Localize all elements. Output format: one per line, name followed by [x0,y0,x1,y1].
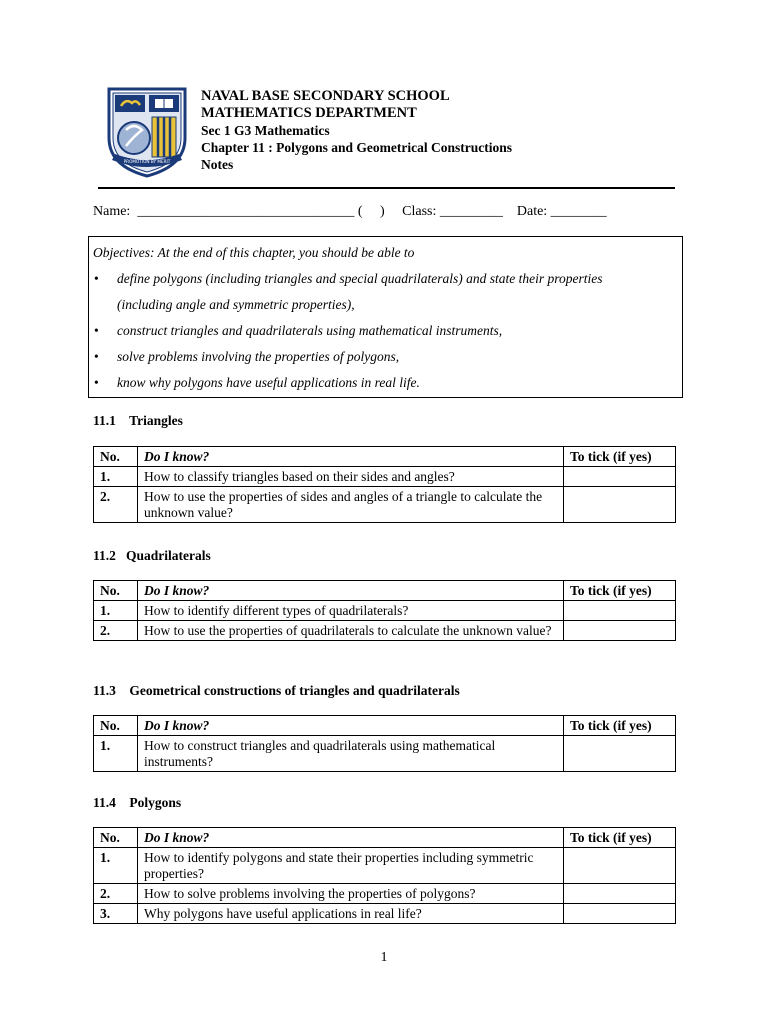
row-question: How to classify triangles based on their sides and angles? [138,467,564,487]
header-no: No. [94,581,138,601]
row-number: 1. [94,467,138,487]
row-number: 3. [94,904,138,924]
tick-cell[interactable] [564,736,676,772]
section-heading: 11.4 Polygons [93,795,182,810]
row-question: How to solve problems involving the properties of polygons? [138,884,564,904]
checklist-table [93,715,676,772]
header-no: No. [94,716,138,736]
header-question: Do I know? [138,581,564,601]
school-name: NAVAL BASE SECONDARY SCHOOL [201,88,450,104]
bullet-icon: • [94,349,99,364]
row-number: 1. [94,736,138,772]
row-number: 2. [94,487,138,523]
objective-item: • define polygons (including triangles and special quadrilaterals) and state their properties [93,266,682,292]
objectives-box [88,236,683,398]
tick-cell[interactable] [564,848,676,884]
objective-item-continued: (including angle and symmetric properties), [117,297,355,312]
section-heading: 11.1 Triangles [93,413,183,428]
row-question: How to use the properties of sides and angles of a triangle to calculate the unknown value? [138,487,564,523]
section-heading: 11.2 Quadrilaterals [93,548,211,563]
table-row [94,736,676,772]
table-row [94,884,676,904]
row-question: How to identify different types of quadrilaterals? [138,601,564,621]
school-crest-logo [106,86,188,178]
bullet-icon: • [94,375,99,390]
table-header-row [94,581,676,601]
tick-cell[interactable] [564,467,676,487]
table-header-row [94,447,676,467]
objective-item: • know why polygons have useful applications in real life. [93,370,682,396]
document-type: Notes [201,157,234,172]
bullet-icon: • [94,271,99,286]
table-row [94,848,676,884]
row-number: 2. [94,621,138,641]
header-no: No. [94,447,138,467]
section-heading: 11.3 Geometrical constructions of triangles and quadrilaterals [93,683,460,698]
course-title: Sec 1 G3 Mathematics [201,123,330,138]
row-question: How to construct triangles and quadrilaterals using mathematical instruments? [138,736,564,772]
header-tick: To tick (if yes) [564,447,676,467]
row-question: How to use the properties of quadrilaterals to calculate the unknown value? [138,621,564,641]
table-row [94,467,676,487]
row-question: Why polygons have useful applications in real life? [138,904,564,924]
tick-cell[interactable] [564,621,676,641]
bullet-icon: • [94,323,99,338]
header-divider [98,187,675,189]
table-header-row [94,828,676,848]
tick-cell[interactable] [564,601,676,621]
table-row [94,621,676,641]
page-number: 1 [380,950,388,965]
header-question: Do I know? [138,828,564,848]
header-tick: To tick (if yes) [564,828,676,848]
table-row [94,487,676,523]
header-no: No. [94,828,138,848]
table-row [94,601,676,621]
header-tick: To tick (if yes) [564,716,676,736]
department-name: MATHEMATICS DEPARTMENT [201,105,417,121]
checklist-table [93,446,676,523]
table-row [94,904,676,924]
row-number: 1. [94,601,138,621]
header-tick: To tick (if yes) [564,581,676,601]
student-info-line: Name: _______________________________ ( ) Class: _________ Date: ________ [93,204,607,219]
objective-item: • construct triangles and quadrilaterals using mathematical instruments, [93,318,682,344]
crest-motto: PROMOTION BY MERIT [123,159,171,164]
tick-cell[interactable] [564,487,676,523]
checklist-table [93,827,676,924]
header-question: Do I know? [138,447,564,467]
objectives-intro: Objectives: At the end of this chapter, you should be able to [93,245,415,260]
tick-cell[interactable] [564,904,676,924]
header-question: Do I know? [138,716,564,736]
checklist-table [93,580,676,641]
row-question: How to identify polygons and state their properties including symmetric properties? [138,848,564,884]
row-number: 1. [94,848,138,884]
document-header [201,88,512,173]
row-number: 2. [94,884,138,904]
tick-cell[interactable] [564,884,676,904]
table-header-row [94,716,676,736]
objective-item: • solve problems involving the properties of polygons, [93,344,682,370]
chapter-title: Chapter 11 : Polygons and Geometrical Constructions [201,140,512,155]
